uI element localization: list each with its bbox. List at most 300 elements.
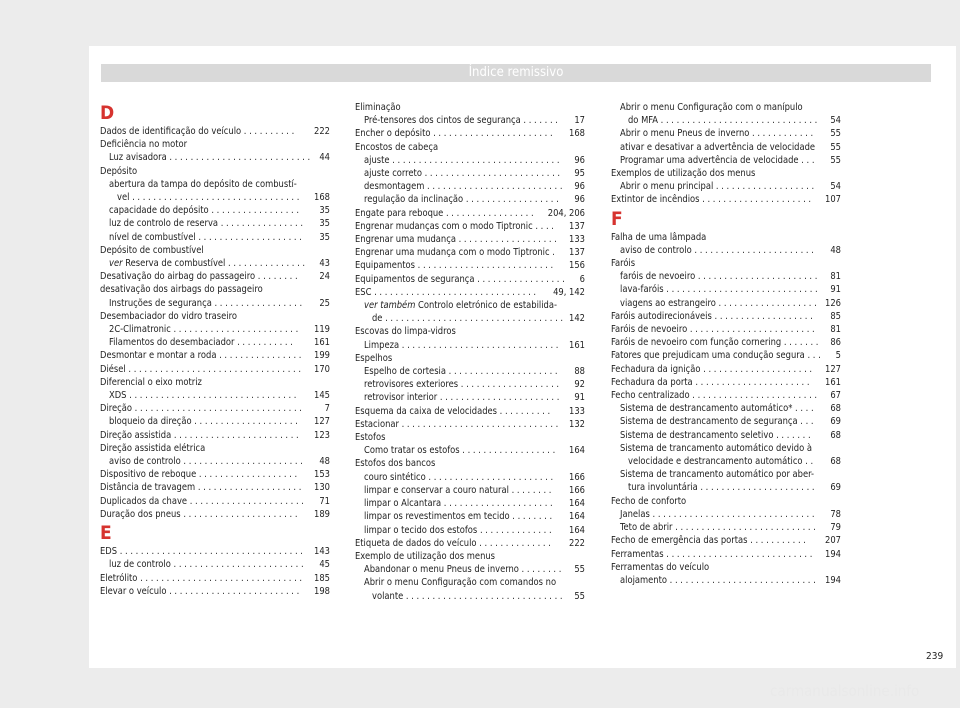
index-entry xyxy=(355,299,585,312)
index-entry xyxy=(355,471,585,484)
index-entry xyxy=(355,590,585,603)
entry-text: Engrenar uma mudança . . . . . . . . . . . . . . . . . . . xyxy=(355,234,557,246)
entry-page-ref: 164 xyxy=(565,524,585,537)
entry-page-ref: 49, 142 xyxy=(549,286,585,299)
index-entry xyxy=(355,193,585,206)
index-entry xyxy=(100,363,330,376)
entry-text: Falha de uma lâmpada xyxy=(611,231,707,243)
index-entry xyxy=(611,455,841,468)
entry-page-ref: 71 xyxy=(315,495,330,508)
entry-text: Elevar o veículo . . . . . . . . . . . . . . . . . . . . . . . . . xyxy=(100,585,300,597)
entry-page-ref: 222 xyxy=(310,125,330,138)
entry-text: lava-faróis . . . . . . . . . . . . . . . . . . . . . . . . . . . . . xyxy=(620,284,818,296)
index-entry xyxy=(355,259,585,272)
index-entry xyxy=(100,455,330,468)
entry-text: Extintor de incêndios . . . . . . . . . . . . . . . . . . . . . xyxy=(611,194,812,206)
entry-text: Fechadura da porta . . . . . . . . . . . . . . . . . . . . . . xyxy=(611,376,810,388)
entry-page-ref: 143 xyxy=(310,545,330,558)
entry-text: vel . . . . . . . . . . . . . . . . . . . . . . . . . . . . . . . . xyxy=(117,192,300,204)
entry-text: Fecho de emergência das portas . . . . . . . . . . . xyxy=(611,535,806,547)
entry-text: bloqueio da direção . . . . . . . . . . . . . . . . . . . . xyxy=(109,416,298,428)
section-letter: E xyxy=(100,522,112,545)
entry-text: ESC . . . . . . . . . . . . . . . . . . . . . . . . . . . . . . . xyxy=(355,286,537,298)
entry-text: Esquema da caixa de velocidades . . . . . . . . . . xyxy=(355,405,551,417)
index-entry xyxy=(355,537,585,550)
entry-page-ref: 207 xyxy=(821,534,841,547)
index-entry xyxy=(611,429,841,442)
index-entry xyxy=(611,323,841,336)
entry-page-ref: 153 xyxy=(310,468,330,481)
entry-text: limpar o tecido dos estofos . . . . . . . . . . . . . . xyxy=(364,524,552,536)
entry-page-ref: 25 xyxy=(315,297,330,310)
entry-text: Encher o depósito . . . . . . . . . . . . . . . . . . . . . . . xyxy=(355,128,553,140)
entry-text: Engrenar mudanças com o modo Tiptronic . . . . xyxy=(355,220,554,232)
index-entry xyxy=(100,257,330,270)
index-entry xyxy=(355,391,585,404)
entry-page-ref: 133 xyxy=(565,233,585,246)
entry-page-ref: 168 xyxy=(310,191,330,204)
entry-text: Fatores que prejudicam uma condução segura . . . xyxy=(611,350,821,362)
index-entry xyxy=(611,521,841,534)
entry-page-ref: 161 xyxy=(310,336,330,349)
entry-page-ref: 130 xyxy=(310,481,330,494)
entry-page-ref: 81 xyxy=(826,323,841,336)
entry-page-ref: 161 xyxy=(821,376,841,389)
entry-page-ref: 78 xyxy=(826,508,841,521)
index-entry xyxy=(355,497,585,510)
index-entry xyxy=(611,180,841,193)
index-entry xyxy=(100,336,330,349)
entry-page-ref: 55 xyxy=(826,127,841,140)
entry-page-ref: 164 xyxy=(565,510,585,523)
entry-text: Encostos de cabeça xyxy=(355,141,439,153)
entry-text: aviso de controlo . . . . . . . . . . . . . . . . . . . . . . . xyxy=(620,244,814,256)
entry-text: Duplicados da chave . . . . . . . . . . . . . . . . . . . . . . xyxy=(100,495,304,507)
entry-page-ref: 96 xyxy=(570,180,585,193)
entry-page-ref: 194 xyxy=(821,548,841,561)
entry-page-ref: 5 xyxy=(832,349,841,362)
index-entry xyxy=(355,563,585,576)
entry-text: Faróis de nevoeiro . . . . . . . . . . . . . . . . . . . . . . . . xyxy=(611,324,815,336)
entry-text: Distância de travagem . . . . . . . . . . . . . . . . . . . . xyxy=(100,482,302,494)
entry-page-ref: 67 xyxy=(826,389,841,402)
entry-text: Filamentos do desembaciador . . . . . . . . . . . xyxy=(109,337,293,349)
entry-page-ref: 161 xyxy=(565,339,585,352)
index-entry xyxy=(100,231,330,244)
index-entry xyxy=(355,352,585,365)
entry-page-ref: 126 xyxy=(821,297,841,310)
index-entry xyxy=(100,545,330,558)
page-title: Índice remissivo xyxy=(101,64,931,82)
entry-page-ref: 24 xyxy=(315,270,330,283)
entry-text: ativar e desativar a advertência de velocidade xyxy=(620,141,816,153)
index-entry xyxy=(100,204,330,217)
entry-text: Fecho de conforto xyxy=(611,495,687,507)
entry-text: Ferramentas do veículo xyxy=(611,561,710,573)
entry-text: Desativação do airbag do passageiro . . . . . . . . xyxy=(100,271,298,283)
index-entry xyxy=(100,151,330,164)
entry-text: Fecho centralizado . . . . . . . . . . . . . . . . . . . . . . . . xyxy=(611,390,818,402)
index-entry xyxy=(611,468,841,481)
entry-text: Fechadura da ignição . . . . . . . . . . . . . . . . . . . . . xyxy=(611,363,813,375)
index-entry xyxy=(355,220,585,233)
index-entry xyxy=(100,429,330,442)
entry-page-ref: 6 xyxy=(576,273,585,286)
entry-page-ref: 81 xyxy=(826,270,841,283)
index-entry xyxy=(100,585,330,598)
entry-page-ref: 204, 206 xyxy=(544,207,585,220)
entry-text: Espelho de cortesia . . . . . . . . . . . . . . . . . . . . . xyxy=(364,366,558,378)
entry-text: Como tratar os estofos . . . . . . . . . . . . . . . . . . xyxy=(364,445,556,457)
index-column-3 xyxy=(611,101,841,587)
entry-page-ref: 45 xyxy=(315,558,330,571)
index-entry xyxy=(100,178,330,191)
entry-page-ref: 222 xyxy=(565,537,585,550)
index-entry xyxy=(611,442,841,455)
entry-text: Teto de abrir . . . . . . . . . . . . . . . . . . . . . . . . . . . xyxy=(620,522,816,534)
entry-page-ref: 92 xyxy=(570,378,585,391)
index-entry xyxy=(100,468,330,481)
index-entry xyxy=(355,246,585,259)
entry-text: Dados de identificação do veículo . . . . . . . . . . xyxy=(100,126,295,137)
index-entry xyxy=(355,524,585,537)
entry-page-ref: 96 xyxy=(570,154,585,167)
entry-text: Desembaciador do vidro traseiro xyxy=(100,310,237,322)
entry-text: ajuste correto . . . . . . . . . . . . . . . . . . . . . . . . . . xyxy=(364,168,561,180)
entry-page-ref: 137 xyxy=(565,246,585,259)
index-entry xyxy=(611,363,841,376)
entry-page-ref: 55 xyxy=(826,141,841,154)
entry-text: Escovas do limpa-vidros xyxy=(355,326,456,338)
entry-text: Diferencial o eixo motriz xyxy=(100,376,202,388)
entry-text: Etiqueta de dados do veículo . . . . . . . . . . . . . . xyxy=(355,537,551,549)
index-entry xyxy=(611,481,841,494)
entry-text: Engate para reboque . . . . . . . . . . . . . . . . . xyxy=(355,207,534,219)
entry-text: velocidade e destrancamento automático . . xyxy=(628,456,814,468)
entry-text: Abrir o menu principal . . . . . . . . . . . . . . . . . . . xyxy=(620,181,815,193)
entry-text: Depósito de combustível xyxy=(100,244,204,256)
entry-text: Abandonar o menu Pneus de inverno . . . . . . . . xyxy=(364,564,562,576)
entry-page-ref: 185 xyxy=(310,572,330,585)
entry-text: nível de combustível . . . . . . . . . . . . . . . . . . . . xyxy=(109,231,302,243)
entry-text: do MFA . . . . . . . . . . . . . . . . . . . . . . . . . . . . . . xyxy=(628,115,818,127)
entry-page-ref: 35 xyxy=(315,231,330,244)
index-entry xyxy=(355,101,585,114)
index-entry xyxy=(355,167,585,180)
index-entry xyxy=(355,510,585,523)
index-entry xyxy=(355,365,585,378)
entry-text: Estofos xyxy=(355,432,386,444)
index-entry xyxy=(611,336,841,349)
entry-text: Dispositivo de reboque . . . . . . . . . . . . . . . . . . . xyxy=(100,469,298,481)
entry-page-ref: 43 xyxy=(315,257,330,270)
index-entry xyxy=(611,167,841,180)
entry-text: Deficiência no motor xyxy=(100,139,188,151)
entry-page-ref: 44 xyxy=(315,151,330,164)
index-entry xyxy=(100,310,330,323)
index-entry xyxy=(611,244,841,257)
entry-text: Direção . . . . . . . . . . . . . . . . . . . . . . . . . . . . . . . . xyxy=(100,403,302,415)
entry-page-ref: 164 xyxy=(565,444,585,457)
index-entry xyxy=(611,257,841,270)
entry-page-ref: 189 xyxy=(310,508,330,521)
index-entry xyxy=(100,349,330,362)
entry-page-ref: 86 xyxy=(826,336,841,349)
entry-text: Luz avisadora . . . . . . . . . . . . . . . . . . . . . . . . . . . xyxy=(109,152,311,164)
entry-text: Espelhos xyxy=(355,352,393,364)
entry-text: Direção assistida elétrica xyxy=(100,442,206,454)
index-entry xyxy=(611,376,841,389)
entry-text: abertura da tampa do depósito de combustí- xyxy=(109,178,297,190)
entry-text: Abrir o menu Configuração com comandos no xyxy=(364,577,557,589)
index-entry xyxy=(355,576,585,589)
index-entry xyxy=(355,141,585,154)
entry-text: desmontagem . . . . . . . . . . . . . . . . . . . . . . . . . . xyxy=(364,181,563,193)
entry-page-ref: 164 xyxy=(565,497,585,510)
entry-text: regulação da inclinação . . . . . . . . . . . . . . . . . . xyxy=(364,194,559,206)
entry-text: Exemplos de utilização dos menus xyxy=(611,168,756,180)
index-entry xyxy=(100,572,330,585)
entry-text: ver Reserva de combustível . . . . . . . . . . . . . . . xyxy=(109,258,306,270)
index-entry xyxy=(611,310,841,323)
entry-text: ajuste . . . . . . . . . . . . . . . . . . . . . . . . . . . . . . . . xyxy=(364,154,560,166)
entry-page-ref: 91 xyxy=(826,283,841,296)
index-entry xyxy=(355,457,585,470)
entry-text: alojamento . . . . . . . . . . . . . . . . . . . . . . . . . . . . xyxy=(620,574,816,586)
entry-page-ref: 68 xyxy=(826,429,841,442)
index-column-2 xyxy=(355,101,585,603)
index-entry xyxy=(355,405,585,418)
entry-text: Equipamentos de segurança . . . . . . . . . . . . . . . . . xyxy=(355,273,565,285)
entry-page-ref: 55 xyxy=(570,590,585,603)
index-entry xyxy=(100,481,330,494)
index-entry xyxy=(355,286,585,299)
section-letter: D xyxy=(100,102,115,124)
entry-text: Abrir o menu Pneus de inverno . . . . . . . . . . . . xyxy=(620,128,814,140)
entry-page-ref: 48 xyxy=(315,455,330,468)
entry-text: Engrenar uma mudança com o modo Tiptronic . xyxy=(355,247,555,259)
index-column-1 xyxy=(100,101,330,598)
entry-text: retrovisores exteriores . . . . . . . . . . . . . . . . . . . xyxy=(364,379,560,391)
entry-text: 2C-Climatronic . . . . . . . . . . . . . . . . . . . . . . . . xyxy=(109,324,299,336)
index-entry xyxy=(100,283,330,296)
entry-text: Sistema de destrancamento de segurança . . . xyxy=(620,416,814,428)
entry-page-ref: 119 xyxy=(310,323,330,336)
index-entry xyxy=(611,561,841,574)
entry-page-ref: 127 xyxy=(310,415,330,428)
entry-text: Diésel . . . . . . . . . . . . . . . . . . . . . . . . . . . . . . . . . xyxy=(100,363,302,375)
index-entry xyxy=(355,325,585,338)
entry-page-ref: 137 xyxy=(565,220,585,233)
entry-page-ref: 69 xyxy=(826,415,841,428)
entry-page-ref: 96 xyxy=(570,193,585,206)
entry-page-ref: 69 xyxy=(826,481,841,494)
index-entry xyxy=(355,180,585,193)
entry-text: tura involuntária . . . . . . . . . . . . . . . . . . . . . . xyxy=(628,482,815,494)
index-entry xyxy=(355,114,585,127)
entry-page-ref: 91 xyxy=(570,391,585,404)
entry-text: Equipamentos . . . . . . . . . . . . . . . . . . . . . . . . . . xyxy=(355,260,554,272)
entry-page-ref: 55 xyxy=(570,563,585,576)
index-entry xyxy=(100,191,330,204)
entry-page-ref: 85 xyxy=(826,310,841,323)
entry-text: Janelas . . . . . . . . . . . . . . . . . . . . . . . . . . . . . . . xyxy=(620,508,815,520)
entry-page-ref: 132 xyxy=(565,418,585,431)
index-entry xyxy=(611,114,841,127)
index-entry xyxy=(100,244,330,257)
entry-page-ref: 7 xyxy=(321,402,330,415)
entry-text: couro sintético . . . . . . . . . . . . . . . . . . . . . . . . xyxy=(364,471,554,483)
index-entry xyxy=(611,297,841,310)
entry-text: Faróis xyxy=(611,258,636,270)
index-entry xyxy=(611,402,841,415)
entry-text: Sistema de destrancamento automático* . . . . xyxy=(620,403,814,415)
index-entry xyxy=(611,389,841,402)
entry-text: Duração dos pneus . . . . . . . . . . . . . . . . . . . . . . xyxy=(100,508,298,520)
index-entry xyxy=(611,283,841,296)
entry-page-ref: 35 xyxy=(315,217,330,230)
index-entry xyxy=(611,415,841,428)
entry-text: Direção assistida . . . . . . . . . . . . . . . . . . . . . . . . xyxy=(100,429,299,441)
index-entry xyxy=(355,484,585,497)
index-entry xyxy=(100,297,330,310)
entry-text: desativação dos airbags do passageiro xyxy=(100,284,263,296)
index-entry xyxy=(100,165,330,178)
index-entry xyxy=(355,418,585,431)
index-entry xyxy=(100,442,330,455)
entry-page-ref: 88 xyxy=(570,365,585,378)
index-entry xyxy=(100,270,330,283)
section-letter: F xyxy=(611,207,623,230)
index-entry xyxy=(100,376,330,389)
entry-page-ref: 123 xyxy=(310,429,330,442)
entry-page-ref: 194 xyxy=(821,574,841,587)
index-page xyxy=(89,46,956,668)
index-entry xyxy=(355,312,585,325)
index-entry xyxy=(611,154,841,167)
entry-text: Sistema de trancamento automático por aber- xyxy=(620,469,815,481)
entry-text: Depósito xyxy=(100,165,138,177)
entry-page-ref: 35 xyxy=(315,204,330,217)
entry-text: Exemplo de utilização dos menus xyxy=(355,550,496,562)
index-entry xyxy=(355,207,585,220)
entry-text: Pré-tensores dos cintos de segurança . . . . . . . xyxy=(364,115,558,127)
entry-page-ref: 79 xyxy=(826,521,841,534)
entry-text: limpar os revestimentos em tecido . . . . . . . . xyxy=(364,511,553,523)
entry-page-ref: 17 xyxy=(570,114,585,127)
entry-page-ref: 142 xyxy=(565,312,585,325)
entry-page-ref: 95 xyxy=(570,167,585,180)
index-entry xyxy=(100,125,330,138)
index-entry xyxy=(611,495,841,508)
page-number: 239 xyxy=(926,651,944,662)
entry-page-ref: 199 xyxy=(310,349,330,362)
index-entry xyxy=(100,558,330,571)
entry-text: Limpeza . . . . . . . . . . . . . . . . . . . . . . . . . . . . . . xyxy=(364,339,559,351)
entry-page-ref: 54 xyxy=(826,114,841,127)
index-entry xyxy=(611,548,841,561)
index-entry xyxy=(355,273,585,286)
index-entry xyxy=(611,193,841,206)
entry-text: retrovisor interior . . . . . . . . . . . . . . . . . . . . . . . xyxy=(364,392,560,404)
entry-page-ref: 48 xyxy=(826,244,841,257)
index-entry xyxy=(100,389,330,402)
entry-text: Sistema de destrancamento seletivo . . . . . . . xyxy=(620,429,811,441)
entry-page-ref: 170 xyxy=(310,363,330,376)
entry-text: luz de controlo de reserva . . . . . . . . . . . . . . . . xyxy=(109,218,304,230)
entry-text: EDS . . . . . . . . . . . . . . . . . . . . . . . . . . . . . . . . . . . xyxy=(100,546,303,558)
index-entry xyxy=(611,231,841,244)
entry-text: de . . . . . . . . . . . . . . . . . . . . . . . . . . . . . . . . . . xyxy=(372,313,564,325)
index-entry xyxy=(355,233,585,246)
index-entry xyxy=(611,534,841,547)
index-entry xyxy=(611,349,841,362)
index-entry xyxy=(100,508,330,521)
entry-text: Eletrólito . . . . . . . . . . . . . . . . . . . . . . . . . . . . . . . xyxy=(100,572,303,584)
index-entry xyxy=(355,339,585,352)
entry-text: luz de controlo . . . . . . . . . . . . . . . . . . . . . . . . . xyxy=(109,559,304,571)
entry-page-ref: 145 xyxy=(310,389,330,402)
entry-text: Faróis de nevoeiro com função cornering . . . . . . . xyxy=(611,337,819,349)
entry-text: capacidade do depósito . . . . . . . . . . . . . . . . . xyxy=(109,205,299,217)
entry-page-ref: 68 xyxy=(826,455,841,468)
entry-text: limpar e conservar a couro natural . . . . . . . . xyxy=(364,484,552,496)
entry-text: Programar uma advertência de velocidade . . . xyxy=(620,154,815,166)
index-entry xyxy=(100,495,330,508)
index-entry xyxy=(355,550,585,563)
entry-page-ref: 127 xyxy=(821,363,841,376)
entry-text: viagens ao estrangeiro . . . . . . . . . . . . . . . . . . . xyxy=(620,297,817,309)
entry-text: volante . . . . . . . . . . . . . . . . . . . . . . . . . . . . . . xyxy=(372,590,563,602)
index-entry xyxy=(355,127,585,140)
index-entry xyxy=(611,574,841,587)
index-entry xyxy=(611,101,841,114)
entry-text: aviso de controlo . . . . . . . . . . . . . . . . . . . . . . . xyxy=(109,456,303,468)
entry-page-ref: 166 xyxy=(565,484,585,497)
entry-page-ref: 198 xyxy=(310,585,330,598)
index-entry xyxy=(100,323,330,336)
entry-text: Estofos dos bancos xyxy=(355,458,436,470)
index-entry xyxy=(100,415,330,428)
index-entry xyxy=(100,138,330,151)
index-entry xyxy=(355,154,585,167)
entry-text: Eliminação xyxy=(355,102,401,113)
index-entry xyxy=(611,508,841,521)
entry-page-ref: 168 xyxy=(565,127,585,140)
entry-page-ref: 133 xyxy=(565,405,585,418)
index-entry xyxy=(100,217,330,230)
entry-text: limpar o Alcantara . . . . . . . . . . . . . . . . . . . . . xyxy=(364,498,553,510)
entry-text: Ferramentas . . . . . . . . . . . . . . . . . . . . . . . . . . . . xyxy=(611,548,813,560)
entry-text: Abrir o menu Configuração com o manípulo xyxy=(620,102,803,113)
entry-page-ref: 156 xyxy=(565,259,585,272)
index-entry xyxy=(355,378,585,391)
entry-text: ver também Controlo eletrónico de estabilida- xyxy=(364,300,558,312)
watermark: carmanualsonline.info xyxy=(770,682,920,700)
index-entry xyxy=(611,127,841,140)
entry-page-ref: 68 xyxy=(826,402,841,415)
index-entry xyxy=(355,444,585,457)
entry-page-ref: 107 xyxy=(821,193,841,206)
index-entry xyxy=(355,431,585,444)
entry-text: Estacionar . . . . . . . . . . . . . . . . . . . . . . . . . . . . . . xyxy=(355,418,559,430)
entry-page-ref: 54 xyxy=(826,180,841,193)
index-entry xyxy=(611,141,841,154)
index-entry xyxy=(611,270,841,283)
entry-text: faróis de nevoeiro . . . . . . . . . . . . . . . . . . . . . . . xyxy=(620,271,818,283)
entry-page-ref: 166 xyxy=(565,471,585,484)
entry-text: Desmontar e montar a roda . . . . . . . . . . . . . . . . xyxy=(100,350,302,362)
